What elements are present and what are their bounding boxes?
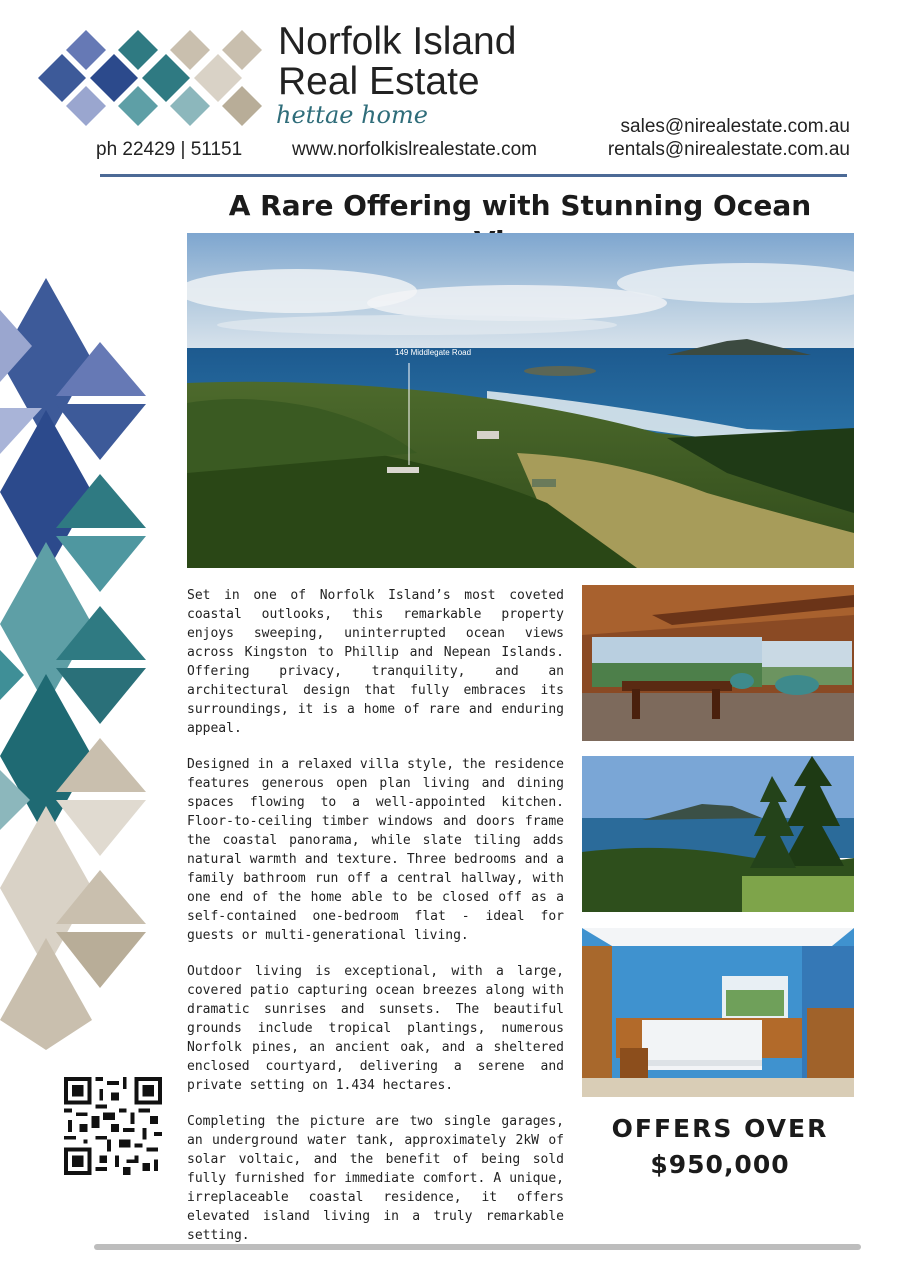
- price-value: $950,000: [650, 1150, 790, 1179]
- footer-divider: [94, 1244, 861, 1250]
- ocean-view-photo: [582, 756, 854, 912]
- svg-text:hettae home: [276, 101, 428, 129]
- page-headline: A Rare Offering with Stunning Ocean: [228, 189, 812, 222]
- header-divider: [100, 174, 847, 177]
- description-paragraph-3: Outdoor living is exceptional, with a large, covered patio capturing ocean breezes along with dramatic sunrises and sunsets. The beautiful grounds include tropical plantings, numerous Norfolk pines, an ancient oak, and a sheltered enclosed courtyard, delivering a serene and private setting on 1.434 hectares.: [187, 964, 564, 1093]
- hero-marker-label: 149 Middlegate Road: [395, 348, 472, 357]
- bedroom-photo: [582, 928, 854, 1097]
- dining-room-photo: [582, 585, 854, 741]
- rentals-email-link[interactable]: rentals@nirealestate.com.au: [607, 139, 850, 160]
- description-paragraph-4: Completing the picture are two single garages, an underground water tank, approximately 2kW of solar voltaic, and the benefit of being sold fully furnished for immediate comfort. A unique, irreplaceable coastal residence, it offers elevated island living in a truly remarkable setting.: [187, 1114, 564, 1243]
- property-description: [187, 586, 564, 1262]
- sales-email-link[interactable]: sales@nirealestate.com.au: [620, 116, 850, 137]
- brand-tagline-script: [276, 99, 458, 131]
- phone-numbers: ph 22429 | 51151: [96, 139, 243, 160]
- description-paragraph-2: Designed in a relaxed villa style, the residence features generous open plan living and dining spaces flowing to a well-appointed kitchen. Floor-to-ceiling timber windows and doors frame the coastal panorama, while slate tiling adds natural warmth and texture. Three bedrooms and a family bathroom run off a central hallway, with one end of the home able to be closed off as a self-contained one-bedroom flat - ideal for guests or multi-generational living.: [187, 757, 564, 943]
- price-label: OFFERS OVER: [611, 1114, 829, 1143]
- brand-name-line1: Norfolk Island: [278, 20, 517, 63]
- description-paragraph-1: Set in one of Norfolk Island’s most coveted coastal outlooks, this remarkable property enjoys sweeping, uninterrupted ocean views across Kingston to Phillip and Nepean Islands. Offering privacy, tranquility, and an architectural design that fully embraces its surroundings, it is a home of rare and enduring appeal.: [187, 588, 564, 736]
- website-link[interactable]: www.norfolkislrealestate.com: [292, 139, 537, 160]
- hero-aerial-photo: [187, 233, 854, 568]
- tagline-text: hettae home: [276, 101, 428, 129]
- brand-name-line2: Real Estate: [278, 60, 480, 103]
- qr-code-icon[interactable]: [64, 1077, 162, 1175]
- logo-diamond-mark: [38, 30, 266, 126]
- side-diamond-decor: [0, 270, 150, 1070]
